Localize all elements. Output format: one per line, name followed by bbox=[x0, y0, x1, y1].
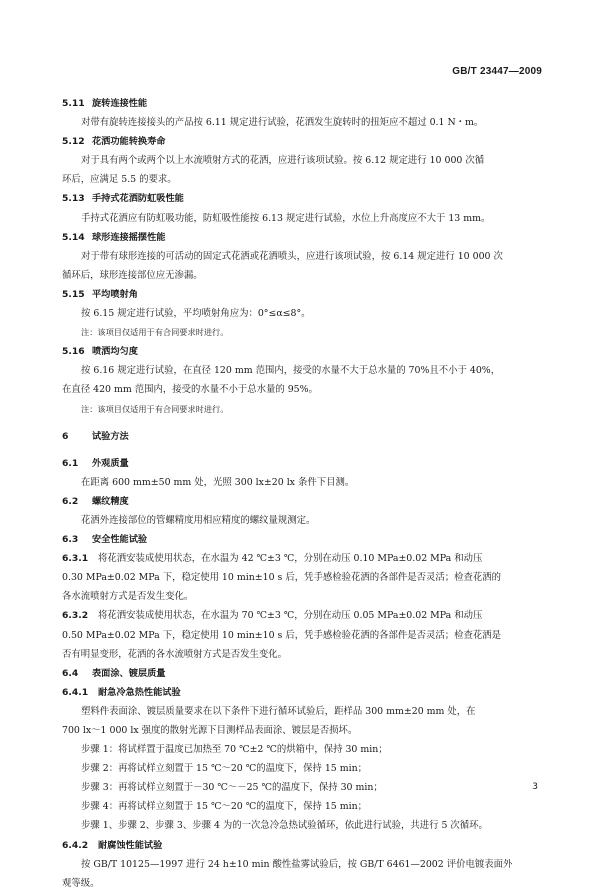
paragraph-continuation: 0.50 MPa±0.02 MPa 下，稳定使用 10 min±10 s 后，凭手感检验花洒的各部件是否灵活；检查花洒是 bbox=[62, 629, 501, 641]
section-title: 花洒功能转换寿命 bbox=[92, 136, 166, 148]
paragraph-line: 花洒外连接部位的管螺精度用相应精度的螺纹量规测定。 bbox=[81, 514, 316, 526]
section-heading bbox=[62, 228, 538, 247]
section-heading bbox=[62, 132, 538, 151]
section-number: 5.15 bbox=[62, 288, 85, 300]
section-heading bbox=[62, 427, 538, 446]
section-heading bbox=[62, 530, 538, 549]
paragraph-continuation: 各水流喷射方式是否发生变化。 bbox=[62, 591, 194, 603]
note-text: 注：该项目仅适用于有合同要求时进行。 bbox=[81, 327, 229, 338]
section-title: 耐腐蚀性能试验 bbox=[98, 839, 163, 851]
document-body bbox=[62, 94, 538, 893]
paragraph-line: 对带有旋转连接接头的产品按 6.11 规定进行试验，花洒发生旋转时的扭矩应不超过 0.1 N・m。 bbox=[81, 117, 484, 129]
paragraph-line: 按 GB/T 10125—1997 进行 24 h±10 min 酸性盐雾试验后，按 GB/T 6461—2002 评价电镀表面外 bbox=[81, 858, 513, 870]
paragraph-line: 按 6.15 规定进行试验，平均喷射角应为：0°≤α≤8°。 bbox=[81, 308, 311, 320]
paragraph-continuation: 700 lx～1 000 lx 强度的散射光源下目测样品表面涂、镀层是否损坏。 bbox=[62, 725, 358, 736]
section-heading bbox=[62, 454, 538, 473]
section-number: 6.4.1 bbox=[62, 686, 89, 698]
section-title: 试验方法 bbox=[92, 430, 129, 442]
section-title: 旋转连接性能 bbox=[92, 98, 148, 109]
section-title: 螺纹精度 bbox=[92, 495, 129, 507]
section-heading bbox=[62, 836, 538, 855]
paragraph-continuation: 观等级。 bbox=[62, 877, 100, 889]
paragraph-line: 在距离 600 mm±50 mm 处，光照 300 lx±20 lx 条件下目测。 bbox=[81, 476, 355, 488]
paragraph-line: 步骤 1：将试样置于温度已加热至 70 ℃±2 ℃的烘箱中，保持 30 min； bbox=[81, 744, 388, 756]
paragraph-text: 将花洒安装成使用状态，在水温为 42 ℃±3 ℃，分别在动压 0.10 MPa±0.02 MPa 和动压 bbox=[98, 553, 483, 565]
standard-code: GB/T 23447—2009 bbox=[452, 66, 542, 77]
section-title: 表面涂、镀层质量 bbox=[92, 667, 166, 679]
section-heading bbox=[62, 94, 538, 113]
paragraph-continuation: 0.30 MPa±0.02 MPa 下，稳定使用 10 min±10 s 后，凭手感检验花洒的各部件是否灵活；检查花洒的 bbox=[62, 572, 501, 584]
paragraph-continuation: 否有明显变形，花洒的各水流喷射方式是否发生变化。 bbox=[62, 648, 288, 660]
section-title: 安全性能试验 bbox=[92, 534, 148, 546]
paragraph-line: 对于具有两个或两个以上水流喷射方式的花洒，应进行该项试验。按 6.12 规定进行 10 000 次循 bbox=[81, 155, 485, 167]
section-number: 5.14 bbox=[62, 231, 85, 243]
section-heading bbox=[62, 664, 538, 683]
paragraph-line: 按 6.16 规定进行试验，在直径 120 mm 范围内，接受的水量不大于总水量的 70%且不小于 40%， bbox=[81, 365, 501, 377]
section-title: 平均喷射角 bbox=[92, 288, 138, 300]
paragraph-text: 将花洒安装成使用状态，在水温为 70 ℃±3 ℃，分别在动压 0.05 MPa±0.02 MPa 和动压 bbox=[98, 610, 483, 622]
paragraph-line: 步骤 2：再将试样立刻置于 15 ℃～20 ℃的温度下，保持 15 min； bbox=[81, 763, 368, 775]
paragraph-line: 手持式花洒应有防虹吸功能，防虹吸性能按 6.13 规定进行试验，水位上升高度应不大于 13 mm。 bbox=[81, 212, 491, 224]
section-number: 5.16 bbox=[62, 346, 85, 358]
paragraph-line: 塑料件表面涂、镀层质量要求在以下条件下进行循环试验后，距样品 300 mm±20 mm 处，在 bbox=[81, 705, 476, 717]
section-number: 6.2 bbox=[62, 495, 79, 507]
section-heading bbox=[62, 285, 538, 304]
section-spacer bbox=[62, 419, 538, 427]
section-title: 手持式花洒防虹吸性能 bbox=[92, 193, 184, 205]
section-heading bbox=[62, 342, 538, 361]
page-number: 3 bbox=[532, 782, 538, 792]
paragraph-line: 步骤 4：再将试样立刻置于 15 ℃～20 ℃的温度下，保持 15 min； bbox=[81, 801, 368, 813]
note-text: 注：该项目仅适用于有合同要求时进行。 bbox=[81, 403, 229, 414]
section-heading bbox=[62, 683, 538, 702]
section-title: 外观质量 bbox=[92, 457, 129, 469]
section-heading bbox=[62, 189, 538, 208]
section-number: 6.3 bbox=[62, 534, 79, 546]
paragraph-line: 对于带有球形连接的可活动的固定式花洒或花洒喷头，应进行该项试验，按 6.14 规定进行 10 000 次 bbox=[81, 250, 503, 262]
section-number: 5.11 bbox=[62, 98, 85, 109]
section-title: 耐急冷急热性能试验 bbox=[98, 686, 181, 698]
section-number: 6.3.1 bbox=[62, 553, 89, 565]
numbered-paragraph bbox=[62, 549, 538, 568]
section-heading bbox=[62, 492, 538, 511]
section-title: 球形连接摇摆性能 bbox=[92, 231, 166, 243]
section-number: 5.12 bbox=[62, 136, 85, 148]
section-number: 6.4.2 bbox=[62, 839, 89, 851]
numbered-paragraph bbox=[62, 606, 538, 625]
section-number: 6.1 bbox=[62, 457, 79, 469]
section-number: 6.3.2 bbox=[62, 610, 89, 622]
paragraph-line: 步骤 3：再将试样立刻置于－30 ℃～－25 ℃的温度下，保持 30 min； bbox=[81, 782, 383, 794]
paragraph-continuation: 循环后，球形连接部位应无渗漏。 bbox=[62, 269, 203, 281]
paragraph-line: 步骤 1、步骤 2、步骤 3、步骤 4 为的一次急冷急热试验循环，依此进行试验，共进行 5 次循环。 bbox=[81, 820, 488, 832]
section-title: 喷洒均匀度 bbox=[92, 346, 138, 358]
section-number: 6.4 bbox=[62, 667, 79, 679]
section-number: 5.13 bbox=[62, 193, 85, 205]
paragraph-continuation: 环后，应满足 5.5 的要求。 bbox=[62, 174, 177, 186]
section-number: 6 bbox=[62, 430, 69, 442]
paragraph-continuation: 在直径 420 mm 范围内，接受的水量不小于总水量的 95%。 bbox=[62, 384, 318, 396]
section-spacer bbox=[62, 446, 538, 454]
